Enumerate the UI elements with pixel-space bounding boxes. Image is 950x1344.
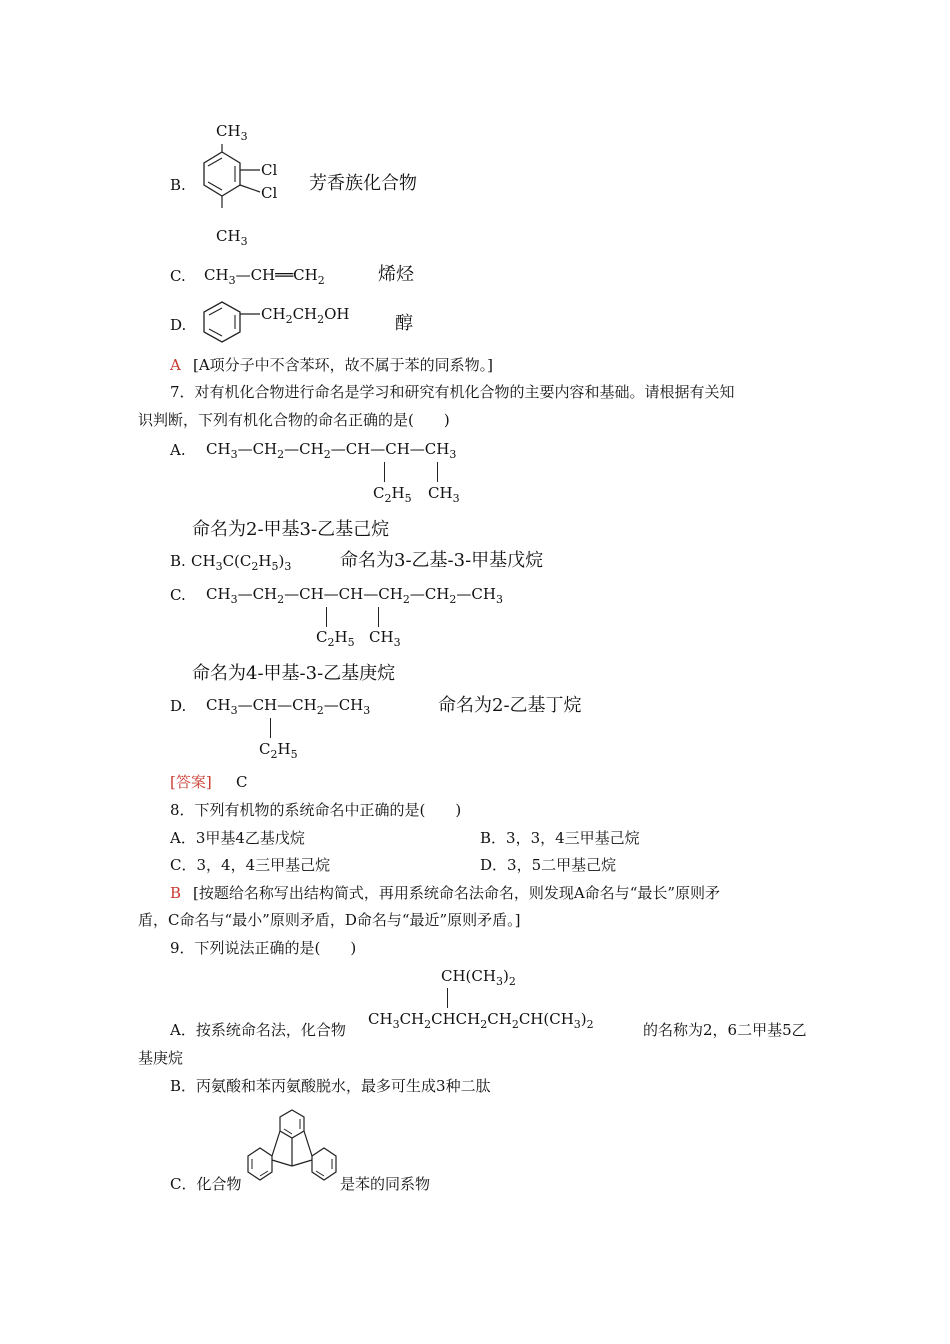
q6-option-c-label: 烯烃 (378, 264, 414, 285)
bond-line (270, 718, 271, 738)
bond-line (447, 988, 448, 1008)
q7-option-d-name: 命名为2-乙基丁烷 (438, 695, 582, 716)
q7-option-a-name: 命名为2-甲基3-乙基己烷 (192, 519, 390, 540)
q8-answer-key: B (170, 884, 182, 902)
q6-option-d-formula: $CH_2CH_2OH$ (261, 305, 350, 326)
bond-line (378, 607, 379, 627)
q7-option-b-name: 命名为3-乙基-3-甲基戊烷 (340, 550, 544, 571)
q7-option-b-letter: B. (170, 552, 186, 570)
q7-a-main-chain: $CH_3—CH_2—CH_2—CH—CH—CH_3$ (206, 440, 457, 461)
q9-a-branch: $CH(CH_3)_2$ (441, 967, 516, 988)
q7-c-sub-c2h5: $C_2H_5$ (316, 628, 355, 649)
q6-answer-key: A (170, 356, 181, 374)
q8-stem: 8．下列有机物的系统命名中正确的是( ) (170, 801, 462, 819)
q9-a-main-chain: $CH_3CH_2CHCH_2CH_2CH(CH_3)_2$ (368, 1010, 594, 1031)
bond-line (384, 462, 385, 482)
q7-a-sub-ch3: $CH_3$ (428, 484, 460, 505)
q8-answer-text-line1: [按题给名称写出结构简式，再用系统命名法命名，则发现A命名与“最长”原则矛 (193, 884, 721, 902)
q6-answer-text: [A项分子中不含苯环，故不属于苯的同系物。] (193, 356, 494, 374)
q6-option-b-label: 芳香族化合物 (309, 173, 417, 194)
bond-line (437, 462, 438, 482)
q6-option-c-letter: C. (170, 267, 186, 285)
q9-stem: 9．下列说法正确的是( ) (170, 939, 357, 957)
q9-option-a-line2: 基庚烷 (138, 1049, 184, 1067)
q8-option-b: B．3，3，4三甲基己烷 (480, 829, 640, 847)
q9-option-a-suffix: 的名称为2，6二甲基5乙 (643, 1021, 807, 1039)
benzene-ring-dichloro-icon (190, 148, 300, 228)
q9-option-c-prefix: C．化合物 (170, 1175, 242, 1193)
formula-ch3-top: $CH_3$ (216, 122, 248, 143)
q7-a-sub-c2h5: $C_2H_5$ (373, 484, 412, 505)
q7-option-c-name: 命名为4-甲基-3-乙基庚烷 (192, 663, 396, 684)
formula-ch3-bottom: $CH_3$ (216, 227, 248, 248)
q7-option-c-letter: C. (170, 586, 186, 604)
q8-option-a: A．3甲基4乙基戊烷 (170, 829, 305, 847)
q7-d-sub-c2h5: $C_2H_5$ (259, 740, 298, 761)
q8-option-d: D．3，5二甲基己烷 (480, 856, 617, 874)
q8-option-c: C．3，4，4三甲基己烷 (170, 856, 331, 874)
q7-stem-line1: 7．对有机化合物进行命名是学习和研究有机化合物的主要内容和基础。请根据有关知 (170, 383, 735, 401)
bond-line (326, 607, 327, 627)
q9-option-a-prefix: A．按系统命名法，化合物 (170, 1021, 346, 1039)
q6-option-c-formula: $CH_3—CH══CH_2$ (204, 266, 325, 287)
q7-d-main-chain: $CH_3—CH—CH_2—CH_3$ (206, 696, 371, 717)
q8-answer-text-line2: 盾，C命名与“最小”原则矛盾，D命名与“最近”原则矛盾。] (138, 911, 521, 929)
q9-option-b: B．丙氨酸和苯丙氨酸脱水，最多可生成3种二肽 (170, 1077, 491, 1095)
q7-answer-tag: [答案] (170, 773, 212, 791)
q7-option-a-letter: A. (170, 441, 186, 459)
q6-option-b-letter: B. (170, 176, 186, 194)
q6-option-d-letter: D. (170, 316, 187, 334)
formula-cl-2: Cl (261, 184, 278, 202)
q7-c-main-chain: $CH_3—CH_2—CH—CH—CH_2—CH_2—CH_3$ (206, 585, 503, 606)
q7-c-sub-ch3: $CH_3$ (369, 628, 401, 649)
triptycene-structure-icon (244, 1108, 340, 1190)
formula-cl-1: Cl (261, 161, 278, 179)
q6-option-d-label: 醇 (395, 313, 413, 334)
q7-option-d-letter: D. (170, 697, 187, 715)
q7-answer-key: C (236, 773, 248, 791)
benzene-ring-icon (200, 300, 270, 344)
q7-stem-line2: 识判断，下列有机化合物的命名正确的是( ) (138, 411, 450, 429)
q7-option-b-formula: $CH_3C(C_2H_5)_3$ (191, 552, 292, 573)
q9-option-c-suffix: 是苯的同系物 (340, 1175, 431, 1193)
